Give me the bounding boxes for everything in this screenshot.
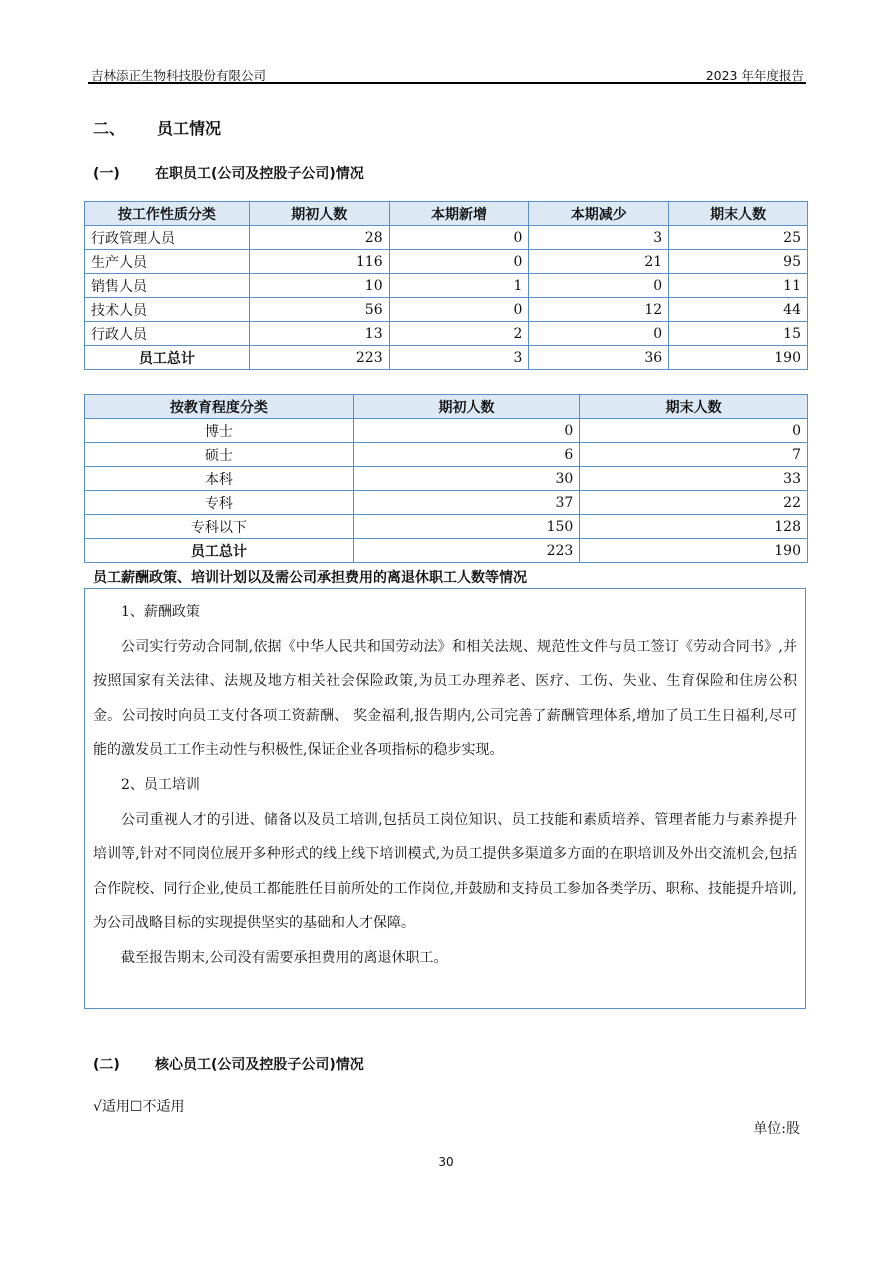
table-cell: 3 (389, 346, 529, 370)
table-cell: 10 (249, 274, 389, 298)
header-report-title: 2023 年年度报告 (705, 68, 804, 83)
column-header: 本期减少 (529, 202, 669, 226)
table-header-row (85, 395, 808, 419)
table-cell: 95 (669, 250, 808, 274)
unit-label: 单位:股 (753, 1121, 800, 1137)
row-label: 专科以下 (85, 515, 354, 539)
subsection-title: 核心员工(公司及控股子公司)情况 (155, 1057, 364, 1073)
subsection-heading-1 (93, 163, 364, 183)
table-row (85, 250, 808, 274)
section-title: 员工情况 (157, 119, 222, 138)
table-row (85, 419, 808, 443)
table-cell: 150 (353, 515, 580, 539)
table-cell: 28 (249, 226, 389, 250)
row-label: 本科 (85, 467, 354, 491)
subsection-number: (二) (93, 1057, 120, 1073)
table-cell: 0 (529, 274, 669, 298)
policy-heading: 员工薪酬政策、培训计划以及需公司承担费用的离退休职工人数等情况 (93, 570, 527, 586)
row-label: 硕士 (85, 443, 354, 467)
table-cell: 223 (249, 346, 389, 370)
table-header-row (85, 202, 808, 226)
table-cell: 22 (580, 491, 808, 515)
table-row (85, 226, 808, 250)
table-cell: 25 (669, 226, 808, 250)
section-number: 二、 (93, 119, 126, 138)
table-row (85, 515, 808, 539)
table-total-row (85, 346, 808, 370)
table-cell: 11 (669, 274, 808, 298)
table-cell: 30 (353, 467, 580, 491)
policy-subheading-training: 2、员工培训 (121, 776, 200, 793)
table-row (85, 467, 808, 491)
column-header: 期末人数 (669, 202, 808, 226)
row-label: 博士 (85, 419, 354, 443)
total-label: 员工总计 (85, 539, 354, 563)
table-row (85, 491, 808, 515)
table-cell: 0 (353, 419, 580, 443)
table-row (85, 274, 808, 298)
table-cell: 13 (249, 322, 389, 346)
table-cell: 190 (580, 539, 808, 563)
row-label: 销售人员 (85, 274, 250, 298)
column-header: 期末人数 (580, 395, 808, 419)
table-row (85, 443, 808, 467)
table-cell: 116 (249, 250, 389, 274)
subsection-number: (一) (93, 166, 120, 182)
header-company: 吉林添正生物科技股份有限公司 (91, 68, 267, 83)
subsection-title: 在职员工(公司及控股子公司)情况 (155, 166, 364, 182)
table-cell: 1 (389, 274, 529, 298)
column-header: 按工作性质分类 (85, 202, 250, 226)
subsection-heading-2 (93, 1054, 364, 1074)
table-cell: 0 (580, 419, 808, 443)
row-label: 行政管理人员 (85, 226, 250, 250)
table-cell: 12 (529, 298, 669, 322)
table-cell: 0 (389, 226, 529, 250)
total-label: 员工总计 (85, 346, 250, 370)
section-heading (93, 116, 221, 139)
table-cell: 190 (669, 346, 808, 370)
table-cell: 0 (529, 322, 669, 346)
policy-subheading-salary: 1、薪酬政策 (121, 604, 200, 620)
policy-paragraph-training: 公司重视人才的引进、储备以及员工培训,包括员工岗位知识、员工技能和素质培养、管理者能力与素养提升培训等,针对不同岗位展开多种形式的线上线下培训模式,为员工提供多渠道多方面的在职培训及外出交流机会,包括合作院校、同行企业,使员工都能胜任目前所处的工作岗位,并鼓励和支持员工参加各类学历、职称、技能提升培训,为公司战略目标的实现提供坚实的基础和人才保障。 (93, 811, 797, 932)
table-cell: 6 (353, 443, 580, 467)
column-header: 按教育程度分类 (85, 395, 354, 419)
row-label: 行政人员 (85, 322, 250, 346)
row-label: 专科 (85, 491, 354, 515)
table-cell: 21 (529, 250, 669, 274)
table-cell: 3 (529, 226, 669, 250)
table-cell: 128 (580, 515, 808, 539)
row-label: 技术人员 (85, 298, 250, 322)
table-cell: 44 (669, 298, 808, 322)
row-label: 生产人员 (85, 250, 250, 274)
column-header: 期初人数 (353, 395, 580, 419)
table-cell: 15 (669, 322, 808, 346)
page-header (88, 66, 806, 82)
table-cell: 7 (580, 443, 808, 467)
column-header: 本期新增 (389, 202, 529, 226)
header-divider (88, 82, 806, 84)
page-number: 30 (438, 1155, 454, 1169)
table-total-row (85, 539, 808, 563)
table-cell: 0 (389, 298, 529, 322)
table-cell: 0 (389, 250, 529, 274)
table-cell: 37 (353, 491, 580, 515)
staff-by-job-table (84, 201, 808, 370)
table-row (85, 298, 808, 322)
policy-paragraph-retirees: 截至报告期末,公司没有需要承担费用的离退休职工。 (121, 949, 448, 966)
applicability-checkbox-text: √适用☐不适用 (93, 1099, 185, 1115)
table-cell: 2 (389, 322, 529, 346)
column-header: 期初人数 (249, 202, 389, 226)
staff-by-education-table (84, 394, 808, 563)
table-cell: 56 (249, 298, 389, 322)
table-cell: 223 (353, 539, 580, 563)
table-cell: 36 (529, 346, 669, 370)
policy-box (84, 588, 806, 1009)
policy-paragraph-salary: 公司实行劳动合同制,依据《中华人民共和国劳动法》和相关法规、规范性文件与员工签订《劳动合同书》,并按照国家有关法律、法规及地方相关社会保险政策,为员工办理养老、医疗、工伤、失业、生育保险和住房公积金。公司按时向员工支付各项工资薪酬、 奖金福利,报告期内,公司完善了薪酬管理体系,增加了员工生日福利,尽可能的激发员工工作主动性与积极性,保证企业各项指标的稳步实现。 (93, 638, 797, 759)
table-row (85, 322, 808, 346)
table-cell: 33 (580, 467, 808, 491)
